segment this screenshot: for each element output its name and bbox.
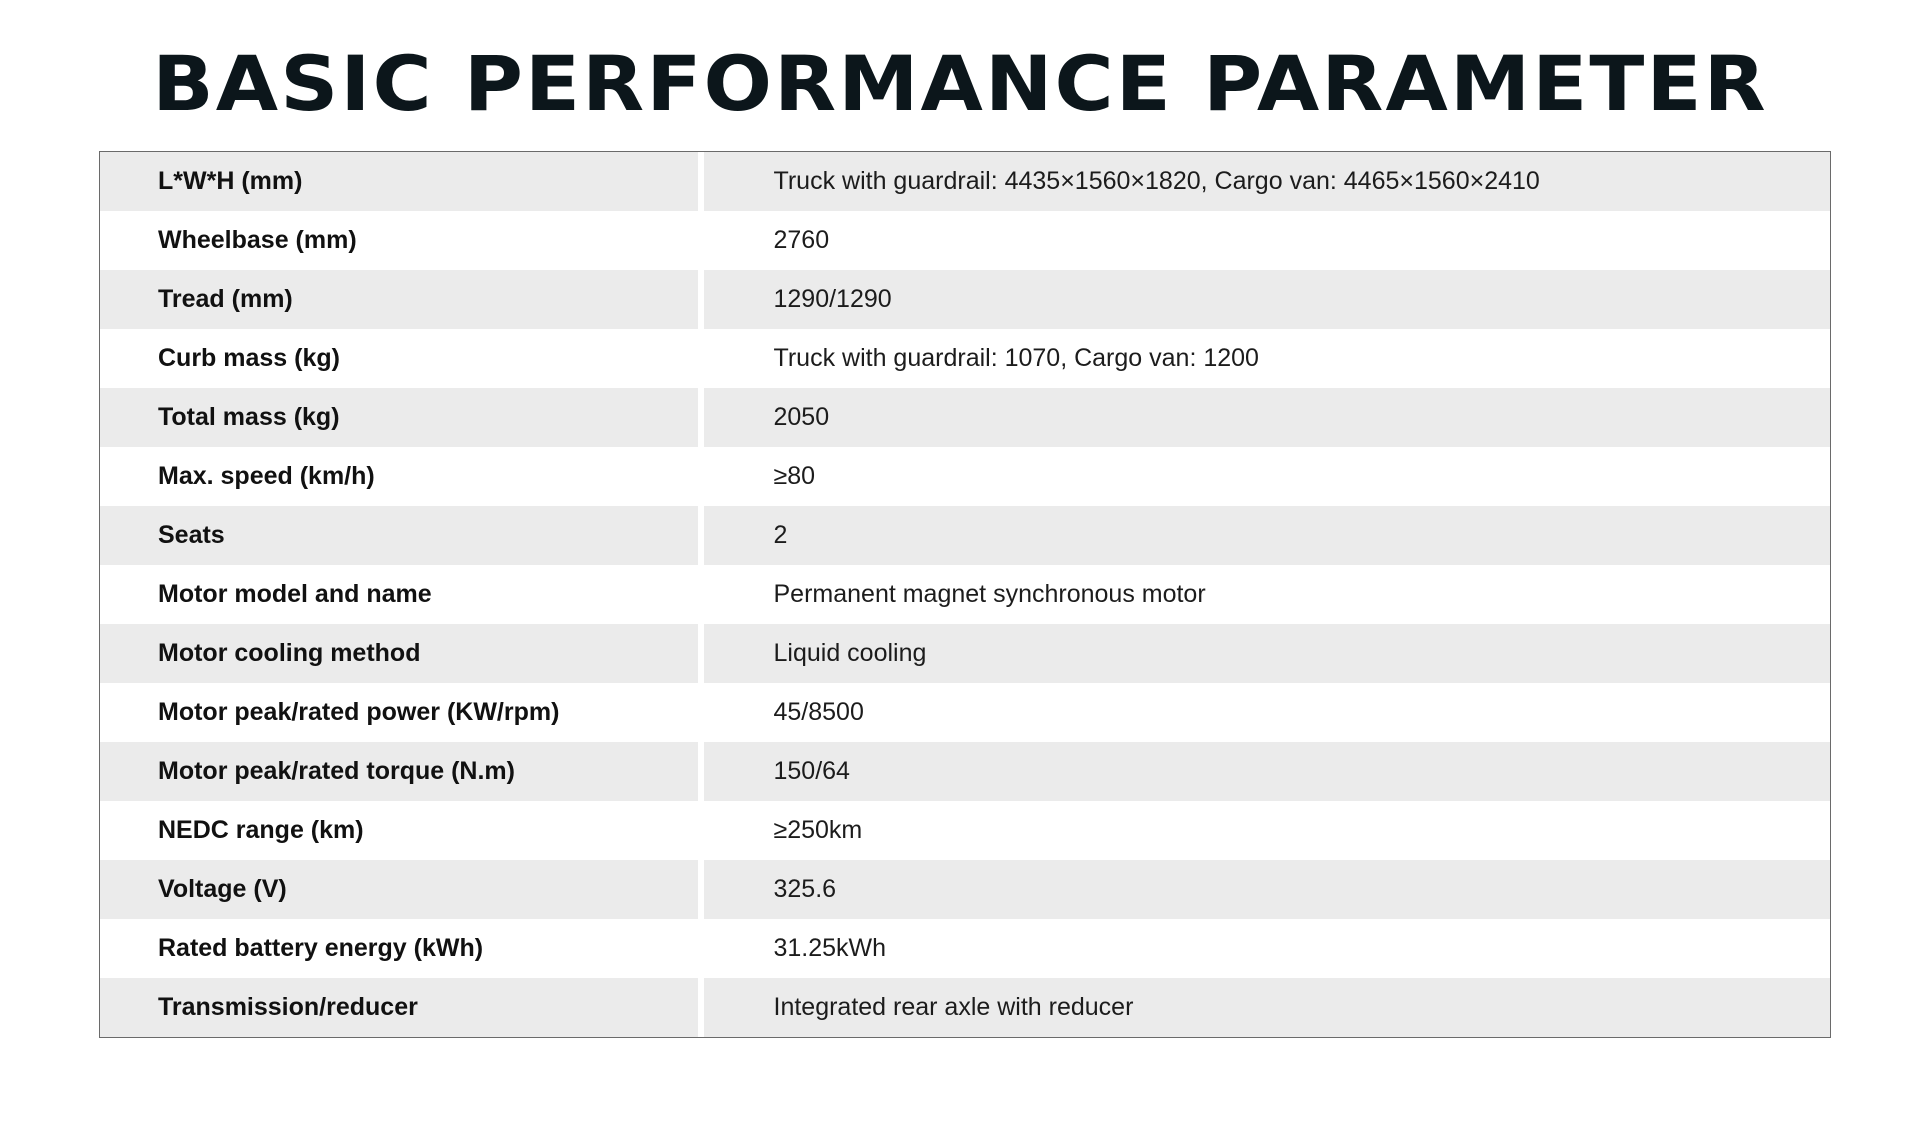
table-row (100, 506, 1831, 565)
row-label: Voltage (V) (100, 860, 698, 919)
row-value: 2 (704, 506, 1831, 565)
row-value: Truck with guardrail: 1070, Cargo van: 1200 (704, 329, 1831, 388)
table-row (100, 860, 1831, 919)
table-row (100, 447, 1831, 506)
table-row (100, 388, 1831, 447)
row-value: 150/64 (704, 742, 1831, 801)
table-row (100, 742, 1831, 801)
table-row (100, 624, 1831, 683)
row-value: ≥80 (704, 447, 1831, 506)
row-label: Max. speed (km/h) (100, 447, 698, 506)
table-row (100, 919, 1831, 978)
row-value: Integrated rear axle with reducer (704, 978, 1831, 1038)
row-value: ≥250km (704, 801, 1831, 860)
row-label: Motor peak/rated torque (N.m) (100, 742, 698, 801)
table-row (100, 683, 1831, 742)
row-value: 325.6 (704, 860, 1831, 919)
row-value: 31.25kWh (704, 919, 1831, 978)
row-label: L*W*H (mm) (100, 152, 698, 212)
row-label: Motor cooling method (100, 624, 698, 683)
table-row (100, 801, 1831, 860)
row-label: Rated battery energy (kWh) (100, 919, 698, 978)
row-label: Total mass (kg) (100, 388, 698, 447)
row-label: NEDC range (km) (100, 801, 698, 860)
row-label: Motor model and name (100, 565, 698, 624)
row-label: Wheelbase (mm) (100, 211, 698, 270)
table-row (100, 978, 1831, 1038)
table-row (100, 152, 1831, 212)
row-value: 1290/1290 (704, 270, 1831, 329)
table-row (100, 329, 1831, 388)
row-label: Tread (mm) (100, 270, 698, 329)
row-value: Truck with guardrail: 4435×1560×1820, Cargo van: 4465×1560×2410 (704, 152, 1831, 212)
spec-table (99, 151, 1831, 1038)
row-label: Motor peak/rated power (KW/rpm) (100, 683, 698, 742)
table-row (100, 270, 1831, 329)
row-value: 2050 (704, 388, 1831, 447)
row-label: Curb mass (kg) (100, 329, 698, 388)
row-value: Permanent magnet synchronous motor (704, 565, 1831, 624)
row-label: Seats (100, 506, 698, 565)
page-title: BASIC PERFORMANCE PARAMETER (152, 39, 1768, 128)
row-value: Liquid cooling (704, 624, 1831, 683)
row-label: Transmission/reducer (100, 978, 698, 1038)
row-value: 45/8500 (704, 683, 1831, 742)
row-value: 2760 (704, 211, 1831, 270)
table-row (100, 211, 1831, 270)
table-row (100, 565, 1831, 624)
